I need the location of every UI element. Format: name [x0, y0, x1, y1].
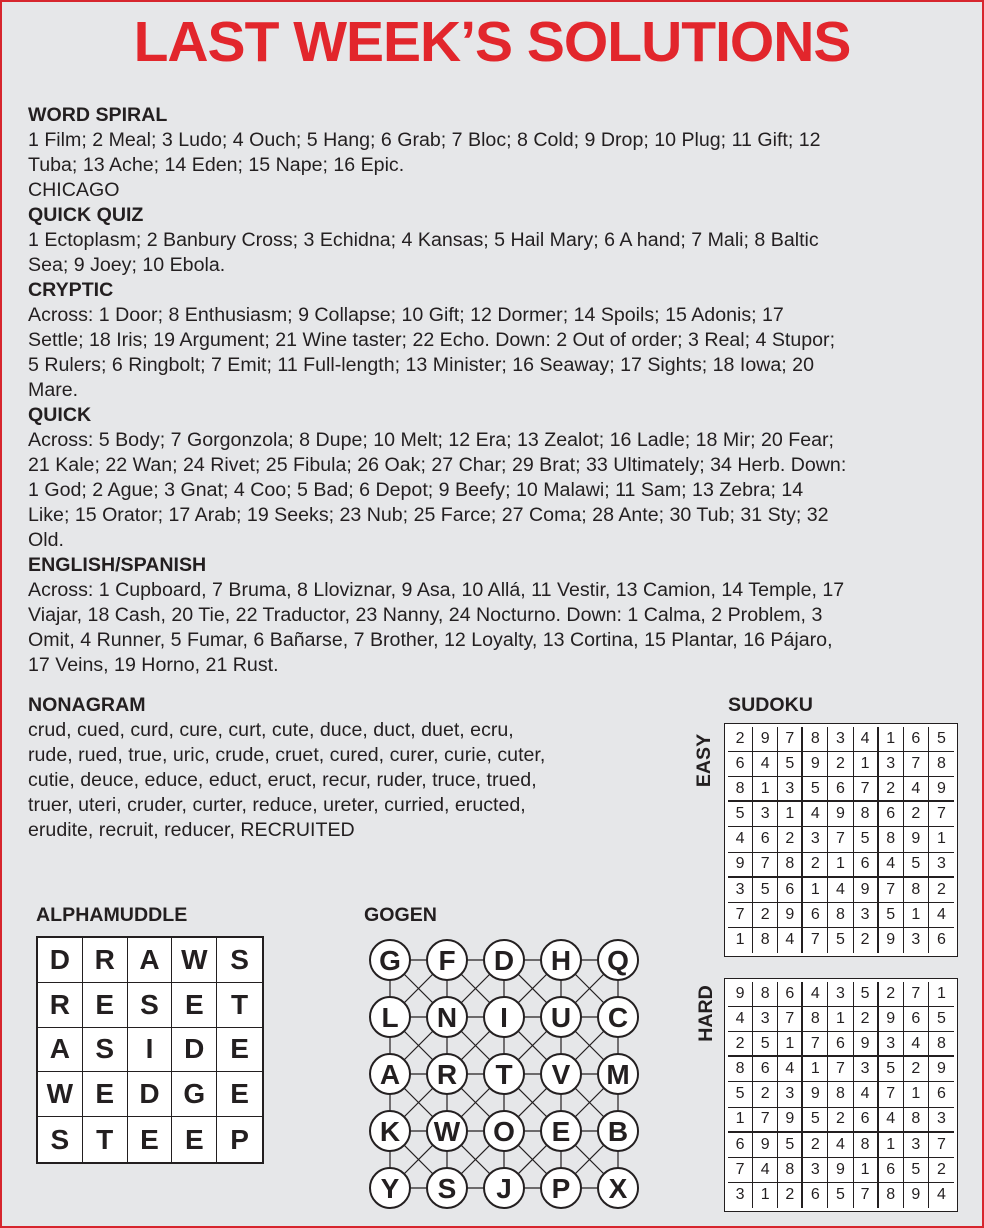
sudoku-cell: 8 [753, 928, 778, 953]
sudoku-cell: 1 [803, 878, 828, 903]
sudoku-cell: 8 [904, 1108, 929, 1133]
sudoku-cell: 6 [803, 903, 828, 928]
gogen-letter: X [608, 1173, 628, 1204]
section-line: Omit, 4 Runner, 5 Fumar, 6 Bañarse, 7 Brother, 12 Loyalty, 13 Cortina, 15 Plantar, 16 Pájaro, [28, 629, 833, 651]
sudoku-cell: 6 [879, 1158, 904, 1183]
sudoku-cell: 4 [828, 1133, 853, 1158]
sudoku-cell: 1 [753, 1183, 778, 1208]
sudoku-cell: 9 [929, 1057, 954, 1082]
sudoku-cell: 2 [828, 1108, 853, 1133]
sudoku-cell: 8 [778, 1158, 803, 1183]
alphamuddle-cell: R [83, 938, 128, 983]
sudoku-cell: 9 [753, 1133, 778, 1158]
sudoku-cell: 1 [879, 727, 904, 752]
sudoku-cell: 2 [929, 1158, 954, 1183]
sudoku-cell: 2 [728, 727, 753, 752]
sudoku-cell: 9 [904, 1183, 929, 1208]
sudoku-cell: 6 [854, 1108, 879, 1133]
alphamuddle-cell: P [230, 1123, 249, 1155]
sudoku-cell: 1 [929, 827, 954, 852]
section-line: Across: 5 Body; 7 Gorgonzola; 8 Dupe; 10 Melt; 12 Era; 13 Zealot; 16 Ladle; 18 Mir; 20 Fear; [28, 429, 834, 451]
sudoku-cell: 8 [929, 1032, 954, 1057]
sudoku-cell: 1 [753, 777, 778, 802]
sudoku-cell: 4 [828, 878, 853, 903]
sudoku-cell: 6 [879, 802, 904, 827]
sudoku-cell: 9 [803, 1082, 828, 1107]
sudoku-cell: 4 [753, 1158, 778, 1183]
alphamuddle-cell: D [128, 1072, 173, 1117]
gogen-letter: M [606, 1059, 630, 1090]
sudoku-cell: 9 [828, 1158, 853, 1183]
sudoku-cell: 1 [929, 982, 954, 1007]
sudoku-cell: 1 [778, 1032, 803, 1057]
section-line: Mare. [28, 379, 79, 401]
gogen-letter: Q [607, 945, 629, 976]
sudoku-cell: 2 [753, 1082, 778, 1107]
sudoku-cell: 2 [854, 928, 879, 953]
sudoku-cell: 6 [803, 1183, 828, 1208]
nonagram-line: erudite, recruit, reducer, RECRUITED [28, 819, 355, 841]
section-heading: QUICK [28, 404, 92, 426]
sudoku-cell: 9 [803, 752, 828, 777]
gogen-letter: G [379, 945, 401, 976]
gogen-letter: Y [380, 1173, 400, 1204]
alphamuddle-cell: E [128, 1117, 173, 1162]
sudoku-cell: 1 [904, 903, 929, 928]
gogen-letter: I [500, 1002, 508, 1033]
sudoku-cell: 8 [854, 802, 879, 827]
sudoku-cell: 9 [929, 777, 954, 802]
alphamuddle-cell: W [38, 1072, 83, 1117]
sudoku-cell: 4 [778, 928, 803, 953]
gogen-letter: A [379, 1059, 401, 1090]
alphamuddle-cell: S [83, 1028, 128, 1073]
sudoku-cell: 7 [753, 1108, 778, 1133]
sudoku-cell: 5 [753, 878, 778, 903]
sudoku-cell: 5 [828, 928, 853, 953]
section-line: 5 Rulers; 6 Ringbolt; 7 Emit; 11 Full-length; 13 Minister; 16 Seaway; 17 Sights; 18 Iowa; 20 [28, 354, 814, 376]
sudoku-cell: 7 [753, 853, 778, 878]
sudoku-cell: 8 [904, 878, 929, 903]
sudoku-cell: 5 [728, 802, 753, 827]
alphamuddle-cell: E [83, 1072, 128, 1117]
sudoku-cell: 6 [778, 878, 803, 903]
alphamuddle-cell: D [172, 1028, 217, 1073]
sudoku-cell: 9 [904, 827, 929, 852]
nonagram-line: truer, uteri, cruder, curter, reduce, ureter, curried, eructed, [28, 794, 526, 816]
gogen-letter: J [496, 1173, 512, 1204]
sudoku-cell: 9 [828, 802, 853, 827]
sudoku-cell: 9 [879, 1007, 904, 1032]
sudoku-cell: 9 [778, 903, 803, 928]
sudoku-cell: 2 [803, 1133, 828, 1158]
sudoku-cell: 3 [753, 1007, 778, 1032]
alphamuddle-cell: T [217, 983, 262, 1028]
sudoku-cell: 9 [778, 1108, 803, 1133]
sudoku-cell: 7 [803, 928, 828, 953]
sudoku-cell: 5 [854, 827, 879, 852]
sudoku-cell: 8 [879, 827, 904, 852]
sudoku-cell: 2 [778, 1183, 803, 1208]
sudoku-cell: 3 [728, 878, 753, 903]
sudoku-cell: 7 [879, 1082, 904, 1107]
gogen-letter: K [379, 1116, 401, 1147]
alphamuddle-cell: E [217, 1072, 262, 1117]
gogen-letter: R [436, 1059, 458, 1090]
sudoku-cell: 1 [778, 802, 803, 827]
sudoku-cell: 7 [803, 1032, 828, 1057]
alphamuddle-cell: W [172, 938, 217, 983]
section-line: 1 Ectoplasm; 2 Banbury Cross; 3 Echidna; 4 Kansas; 5 Hail Mary; 6 A hand; 7 Mali; 8 Baltic [28, 229, 819, 251]
sudoku-cell: 3 [904, 928, 929, 953]
gogen-letter: L [381, 1002, 399, 1033]
gogen-letter: S [437, 1173, 457, 1204]
gogen-letter: E [551, 1116, 571, 1147]
sudoku-cell: 7 [778, 727, 803, 752]
sudoku-cell: 3 [854, 1057, 879, 1082]
sudoku-cell: 6 [778, 982, 803, 1007]
alphamuddle-cell: E [83, 983, 128, 1028]
sudoku-cell: 6 [753, 827, 778, 852]
sudoku-cell: 3 [828, 982, 853, 1007]
section-line: Like; 15 Orator; 17 Arab; 19 Seeks; 23 Nub; 25 Farce; 27 Coma; 28 Ante; 30 Tub; 31 Sty; 32 [28, 504, 829, 526]
sudoku-cell: 2 [879, 777, 904, 802]
sudoku-cell: 6 [904, 1007, 929, 1032]
alphamuddle-cell: S [38, 1117, 83, 1162]
sudoku-cell: 1 [854, 1158, 879, 1183]
alphamuddle-cell: S [128, 983, 173, 1028]
sudoku-cell: 9 [854, 878, 879, 903]
sudoku-cell: 3 [904, 1133, 929, 1158]
sudoku-cell: 6 [828, 777, 853, 802]
sudoku-cell: 5 [753, 1032, 778, 1057]
sudoku-cell: 3 [778, 777, 803, 802]
sudoku-cell: 5 [828, 1183, 853, 1208]
sudoku-cell: 4 [803, 982, 828, 1007]
alphamuddle-cell: D [38, 938, 83, 983]
section-heading: ENGLISH/SPANISH [28, 554, 207, 576]
sudoku-cell: 8 [929, 752, 954, 777]
sudoku-cell: 3 [803, 827, 828, 852]
sudoku-cell: 3 [828, 727, 853, 752]
sudoku-cell: 4 [854, 727, 879, 752]
sudoku-cell: 6 [929, 1082, 954, 1107]
sudoku-heading: SUDOKU [728, 694, 813, 716]
answers-text [28, 103, 963, 678]
sudoku-cell: 9 [879, 928, 904, 953]
sudoku-cell: 1 [904, 1082, 929, 1107]
sudoku-cell: 5 [728, 1082, 753, 1107]
alphamuddle-cell: G [172, 1072, 217, 1117]
nonagram-heading: NONAGRAM [28, 694, 146, 716]
sudoku-cell: 7 [904, 982, 929, 1007]
sudoku-cell: 4 [879, 1108, 904, 1133]
sudoku-cell: 8 [828, 1082, 853, 1107]
sudoku-cell: 2 [728, 1032, 753, 1057]
section-line: 1 Film; 2 Meal; 3 Ludo; 4 Ouch; 5 Hang; 6 Grab; 7 Bloc; 8 Cold; 9 Drop; 10 Plug; 11 Gift; 12 [28, 129, 821, 151]
sudoku-cell: 6 [753, 1057, 778, 1082]
alphamuddle-cell: S [217, 938, 262, 983]
page-title: LAST WEEK’S SOLUTIONS [133, 10, 851, 74]
gogen-letter: H [550, 945, 572, 976]
gogen-letter: P [551, 1173, 571, 1204]
sudoku-cell: 9 [753, 727, 778, 752]
sudoku-cell: 5 [904, 853, 929, 878]
sudoku-cell: 3 [879, 752, 904, 777]
sudoku-cell: 5 [929, 727, 954, 752]
sudoku-cell: 4 [753, 752, 778, 777]
gogen-letter: F [438, 945, 456, 976]
sudoku-cell: 3 [929, 1108, 954, 1133]
sudoku-cell: 8 [803, 1007, 828, 1032]
sudoku-cell: 8 [753, 982, 778, 1007]
section-line: Tuba; 13 Ache; 14 Eden; 15 Nape; 16 Epic. [28, 154, 405, 176]
sudoku-cell: 4 [728, 827, 753, 852]
sudoku-cell: 5 [778, 1133, 803, 1158]
sudoku-cell: 9 [728, 982, 753, 1007]
sudoku-cell: 4 [879, 853, 904, 878]
sudoku-cell: 6 [728, 752, 753, 777]
gogen-letter: V [551, 1059, 571, 1090]
sudoku-cell: 1 [828, 1007, 853, 1032]
sudoku-cell: 4 [854, 1082, 879, 1107]
sudoku-cell: 5 [904, 1158, 929, 1183]
alphamuddle-heading: ALPHAMUDDLE [36, 904, 188, 926]
sudoku-cell: 2 [904, 802, 929, 827]
gogen-letter: B [607, 1116, 629, 1147]
sudoku-cell: 6 [728, 1133, 753, 1158]
section-line: Old. [28, 529, 64, 551]
sudoku-cell: 9 [854, 1032, 879, 1057]
sudoku-cell: 4 [904, 1032, 929, 1057]
sudoku-cell: 3 [879, 1032, 904, 1057]
sudoku-cell: 8 [879, 1183, 904, 1208]
section-heading: QUICK QUIZ [28, 204, 144, 226]
section-line: Sea; 9 Joey; 10 Ebola. [28, 254, 226, 276]
sudoku-cell: 7 [879, 878, 904, 903]
sudoku-cell: 3 [803, 1158, 828, 1183]
gogen-letter: D [493, 945, 515, 976]
section-line: 1 God; 2 Ague; 3 Gnat; 4 Coo; 5 Bad; 6 Depot; 9 Beefy; 10 Malawi; 11 Sam; 13 Zebra; 14 [28, 479, 804, 501]
sudoku-cell: 7 [728, 1158, 753, 1183]
sudoku-cell: 1 [828, 853, 853, 878]
section-heading: CRYPTIC [28, 279, 114, 301]
nonagram-line: crud, cued, curd, cure, curt, cute, duce, duct, duet, ecru, [28, 719, 514, 741]
sudoku-cell: 5 [879, 903, 904, 928]
alphamuddle-grid [36, 936, 264, 1164]
sudoku-cell: 2 [879, 982, 904, 1007]
gogen-letter: T [495, 1059, 513, 1090]
sudoku-cell: 4 [778, 1057, 803, 1082]
sudoku-cell: 3 [728, 1183, 753, 1208]
sudoku-cell: 7 [728, 903, 753, 928]
alphamuddle-cell: A [38, 1028, 83, 1073]
section-heading: WORD SPIRAL [28, 104, 168, 126]
gogen-grid [362, 932, 640, 1210]
sudoku-cell: 8 [728, 1057, 753, 1082]
sudoku-hard-label: HARD [694, 985, 717, 1042]
sudoku-cell: 9 [728, 853, 753, 878]
section-line: Across: 1 Cupboard, 7 Bruma, 8 Lloviznar, 9 Asa, 10 Allá, 11 Vestir, 13 Camion, 14 Temple, 17 [28, 579, 845, 601]
alphamuddle-cell: E [172, 983, 217, 1028]
sudoku-cell: 8 [854, 1133, 879, 1158]
sudoku-cell: 6 [854, 853, 879, 878]
sudoku-cell: 4 [904, 777, 929, 802]
alphamuddle-cell: T [83, 1117, 128, 1162]
sudoku-cell: 5 [929, 1007, 954, 1032]
sudoku-cell: 6 [936, 931, 946, 949]
section-line: CHICAGO [28, 179, 120, 201]
sudoku-cell: 8 [728, 777, 753, 802]
sudoku-cell: 7 [778, 1007, 803, 1032]
section-line: Across: 1 Door; 8 Enthusiasm; 9 Collapse; 10 Gift; 12 Dormer; 14 Spoils; 15 Adonis; 17 [28, 304, 784, 326]
gogen-letter: U [550, 1002, 572, 1033]
sudoku-cell: 5 [879, 1057, 904, 1082]
sudoku-cell: 2 [753, 903, 778, 928]
nonagram-line: rude, rued, true, uric, crude, cruet, cured, curer, curie, cuter, [28, 744, 546, 766]
sudoku-cell: 2 [828, 752, 853, 777]
sudoku-cell: 6 [828, 1032, 853, 1057]
alphamuddle-cell: E [217, 1028, 262, 1073]
section-line: Viajar, 18 Cash, 20 Tie, 22 Traductor, 23 Nanny, 24 Nocturno. Down: 1 Calma, 2 Problem, 3 [28, 604, 823, 626]
sudoku-cell: 7 [828, 827, 853, 852]
sudoku-cell: 5 [803, 777, 828, 802]
alphamuddle-cell: R [38, 983, 83, 1028]
alphamuddle-cell: E [172, 1117, 217, 1162]
nonagram-line: cutie, deuce, educe, educt, eruct, recur, ruder, truce, trued, [28, 769, 537, 791]
nonagram-section [28, 693, 668, 843]
sudoku-cell: 4 [803, 802, 828, 827]
sudoku-cell: 4 [929, 903, 954, 928]
sudoku-cell: 2 [904, 1057, 929, 1082]
sudoku-cell: 8 [828, 903, 853, 928]
gogen-heading: GOGEN [364, 904, 437, 926]
sudoku-cell: 6 [904, 727, 929, 752]
sudoku-cell: 1 [728, 928, 753, 953]
sudoku-cell: 1 [803, 1057, 828, 1082]
sudoku-cell: 7 [929, 802, 954, 827]
sudoku-cell: 7 [854, 1183, 879, 1208]
alphamuddle-cell: A [128, 938, 173, 983]
sudoku-cell: 5 [778, 752, 803, 777]
sudoku-cell: 2 [778, 827, 803, 852]
sudoku-cell: 5 [803, 1108, 828, 1133]
sudoku-cell: 3 [929, 853, 954, 878]
sudoku-easy-label: EASY [693, 733, 716, 788]
sudoku-easy-grid [725, 724, 957, 956]
section-line: 21 Kale; 22 Wan; 24 Rivet; 25 Fibula; 26 Oak; 27 Char; 29 Brat; 33 Ultimately; 34 Herb. Down: [28, 454, 847, 476]
sudoku-cell: 1 [854, 752, 879, 777]
section-line: Settle; 18 Iris; 19 Argument; 21 Wine taster; 22 Echo. Down: 2 Out of order; 3 Real; 4 Stupor; [28, 329, 836, 351]
gogen-letter: W [433, 1116, 461, 1147]
sudoku-cell: 7 [828, 1057, 853, 1082]
sudoku-cell: 4 [936, 1186, 946, 1204]
sudoku-cell: 1 [879, 1133, 904, 1158]
gogen-letter: C [607, 1002, 629, 1033]
sudoku-hard-grid [725, 979, 957, 1211]
sudoku-cell: 8 [803, 727, 828, 752]
sudoku-cell: 7 [904, 752, 929, 777]
sudoku-cell: 5 [854, 982, 879, 1007]
gogen-letter: O [493, 1116, 515, 1147]
sudoku-cell: 2 [854, 1007, 879, 1032]
sudoku-cell: 3 [778, 1082, 803, 1107]
sudoku-cell: 3 [753, 802, 778, 827]
sudoku-cell: 3 [854, 903, 879, 928]
alphamuddle-cell: I [128, 1028, 173, 1073]
sudoku-cell: 7 [929, 1133, 954, 1158]
sudoku-cell: 2 [803, 853, 828, 878]
gogen-letter: N [436, 1002, 458, 1033]
sudoku-cell: 4 [728, 1007, 753, 1032]
section-line: 17 Veins, 19 Horno, 21 Rust. [28, 654, 279, 676]
sudoku-cell: 7 [854, 777, 879, 802]
sudoku-cell: 8 [778, 853, 803, 878]
sudoku-cell: 1 [728, 1108, 753, 1133]
sudoku-cell: 2 [929, 878, 954, 903]
